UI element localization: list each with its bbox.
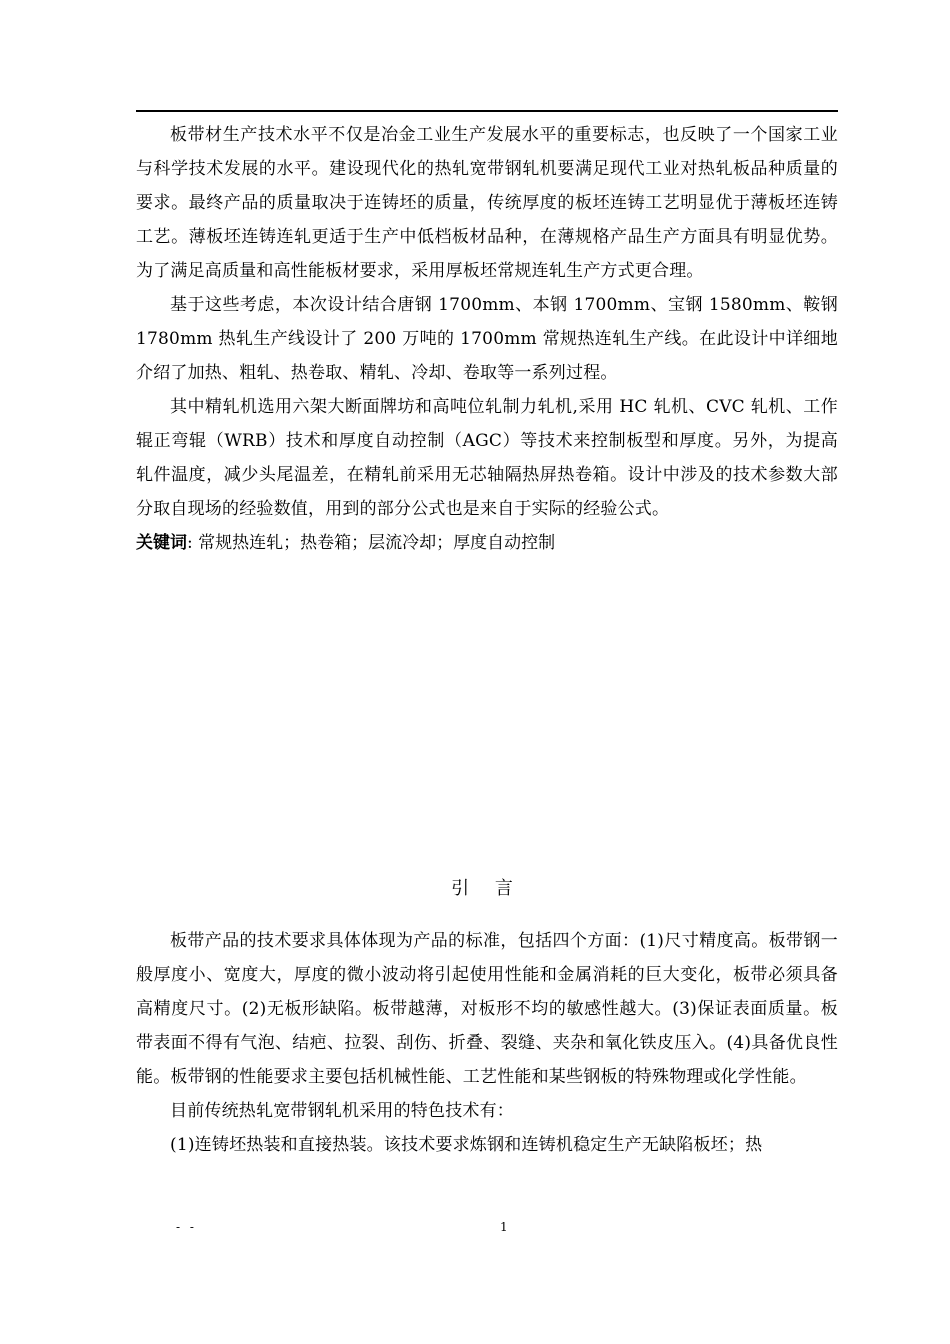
header-rule xyxy=(136,110,838,112)
intro-paragraph-2: 目前传统热轧宽带钢轧机采用的特色技术有： xyxy=(170,1101,514,1121)
introduction-section xyxy=(136,924,838,1162)
keywords-label: 关键词 xyxy=(136,533,187,553)
intro-paragraph-1: 板带产品的技术要求具体体现为产品的标准，包括四个方面：(1)尺寸精度高。板带钢一般厚度小、宽度大，厚度的微小波动将引起使用性能和金属消耗的巨大变化，板带必须具备高精度尺寸。(2)无板形缺陷。板带越薄，对板形不均的敏感性越大。(3)保证表面质量。板带表面不得有气泡、结疤、拉裂、刮伤、折叠、裂缝、夹杂和氧化铁皮压入。(4)具备优良性能。板带钢的性能要求主要包括机械性能、工艺性能和某些钢板的特殊物理或化学性能。 xyxy=(136,931,838,1087)
abstract-section xyxy=(136,118,838,560)
keywords-text: : 常规热连轧；热卷箱；层流冷却；厚度自动控制 xyxy=(187,533,556,553)
abstract-paragraph-1: 板带材生产技术水平不仅是冶金工业生产发展水平的重要标志，也反映了一个国家工业与科学技术发展的水平。建设现代化的热轧宽带钢轧机要满足现代工业对热轧板品种质量的要求。最终产品的质量取决于连铸坯的质量，传统厚度的板坯连铸工艺明显优于薄板坯连铸工艺。薄板坯连铸连轧更适于生产中低档板材品种，在薄规格产品生产方面具有明显优势。为了满足高质量和高性能板材要求，采用厚板坯常规连轧生产方式更合理。 xyxy=(136,125,838,281)
abstract-paragraph-2: 基于这些考虑，本次设计结合唐钢 1700mm、本钢 1700mm、宝钢 1580mm、鞍钢 1780mm 热轧生产线设计了 200 万吨的 1700mm 常规热连轧生产线。在此设计中详细地介绍了加热、粗轧、热卷取、精轧、冷却、卷取等一系列过程。 xyxy=(136,295,838,383)
abstract-paragraph-3: 其中精轧机选用六架大断面牌坊和高吨位轧制力轧机,采用 HC 轧机、CVC 轧机、工作辊正弯辊（WRB）技术和厚度自动控制（AGC）等技术来控制板型和厚度。另外，为提高轧件温度，减少头尾温差，在精轧前采用无芯轴隔热屏热卷箱。设计中涉及的技术参数大部分取自现场的经验数值，用到的部分公式也是来自于实际的经验公式。 xyxy=(136,397,838,519)
footer-mark: - - xyxy=(176,1220,197,1234)
keywords-line xyxy=(136,526,838,560)
page-number: 1 xyxy=(500,1220,508,1234)
introduction-title: 引 言 xyxy=(451,878,523,899)
intro-paragraph-3: (1)连铸坯热装和直接热装。该技术要求炼钢和连铸机稳定生产无缺陷板坯；热 xyxy=(170,1135,763,1155)
